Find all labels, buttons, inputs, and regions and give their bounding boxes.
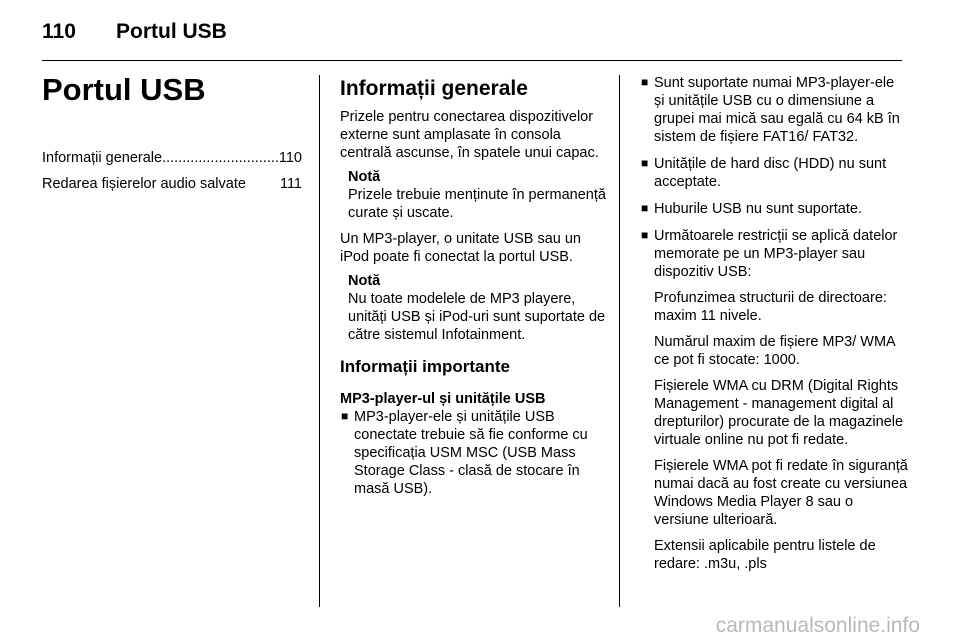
section-heading: Informații generale	[340, 77, 528, 100]
subsection-heading: MP3-player-ul și unitățile USB	[340, 391, 546, 407]
restriction-paragraph: Fișierele WMA pot fi redate în siguranță numai dacă au fost create cu versiunea Windows Media Player 8 sau o versiune ulterioară.	[654, 458, 908, 528]
chapter-title: Portul USB	[42, 72, 206, 107]
table-of-contents	[42, 150, 302, 202]
toc-entry-page: 111	[279, 176, 302, 192]
toc-entry-title: Informații generale	[42, 150, 163, 166]
restriction-paragraph: Extensii aplicabile pentru listele de redare: .m3u, .pls	[654, 538, 876, 572]
section-heading-important: Informații importante	[340, 357, 511, 376]
page-number: 110	[42, 20, 76, 43]
bullet-item	[640, 200, 908, 218]
bullet-square-icon: ■	[641, 75, 649, 89]
running-chapter-title: Portul USB	[116, 20, 227, 43]
note-label: Notă	[348, 273, 381, 289]
bullet-text: Huburile USB nu sunt suportate.	[654, 201, 862, 217]
bullet-square-icon: ■	[641, 156, 649, 170]
column-2	[340, 76, 606, 507]
toc-leader-dots	[162, 150, 278, 166]
column-divider-1	[319, 75, 320, 607]
note-text: Prizele trebuie menținute în permanență curate și uscate.	[348, 187, 606, 221]
bullet-item	[640, 155, 908, 191]
note-block	[348, 272, 606, 344]
restriction-paragraph: Numărul maxim de fișiere MP3/ WMA ce pot fi stocate: 1000.	[654, 334, 895, 368]
toc-entry-title: Redarea fișierelor audio salvate	[42, 176, 246, 192]
page-header	[42, 14, 227, 50]
toc-entry[interactable]	[42, 150, 302, 176]
bullet-item	[640, 227, 908, 573]
note-text: Nu toate modelele de MP3 playere, unități USB și iPod-uri sunt suportate de către sistemul Infotainment.	[348, 291, 606, 343]
bullet-item	[640, 74, 908, 146]
bullet-text: MP3-player-ele și unitățile USB conectate trebuie să fie conforme cu specificația USM MSC (USB Mass Storage Class - clasă de stocare în masă USB).	[354, 409, 588, 497]
note-label: Notă	[348, 169, 381, 185]
bullet-item	[340, 408, 606, 498]
restriction-paragraph: Fișierele WMA cu DRM (Digital Rights Management - management digital al drepturilor) procurate de la magazinele virtuale online nu pot fi redate.	[654, 378, 904, 448]
bullet-text: Următoarele restricții se aplică datelor memorate pe un MP3-player sau dispozitiv USB:	[654, 228, 898, 280]
header-rule	[42, 60, 902, 61]
paragraph: Un MP3-player, o unitate USB sau un iPod poate fi conectat la portul USB.	[340, 231, 581, 265]
bullet-square-icon: ■	[641, 228, 649, 242]
restriction-paragraph: Profunzimea structurii de directoare: maxim 11 nivele.	[654, 290, 887, 324]
watermark: carmanualsonline.info	[715, 614, 920, 637]
toc-entry[interactable]	[42, 176, 302, 202]
bullet-square-icon: ■	[341, 409, 349, 423]
column-3	[640, 74, 908, 582]
intro-paragraph: Prizele pentru conectarea dispozitivelor externe sunt amplasate în consola centrală ascunse, în spatele unui capac.	[340, 109, 599, 161]
column-divider-2	[619, 75, 620, 607]
bullet-text: Unitățile de hard disc (HDD) nu sunt acceptate.	[654, 156, 887, 190]
note-block	[348, 168, 606, 222]
bullet-square-icon: ■	[641, 201, 649, 215]
toc-entry-page: 110	[278, 150, 302, 166]
bullet-text: Sunt suportate numai MP3-player-ele și unitățile USB cu o dimensiune a grupei mai mică sau egală cu 64 kB în sistem de fișiere FAT16/ FAT32.	[654, 75, 900, 145]
